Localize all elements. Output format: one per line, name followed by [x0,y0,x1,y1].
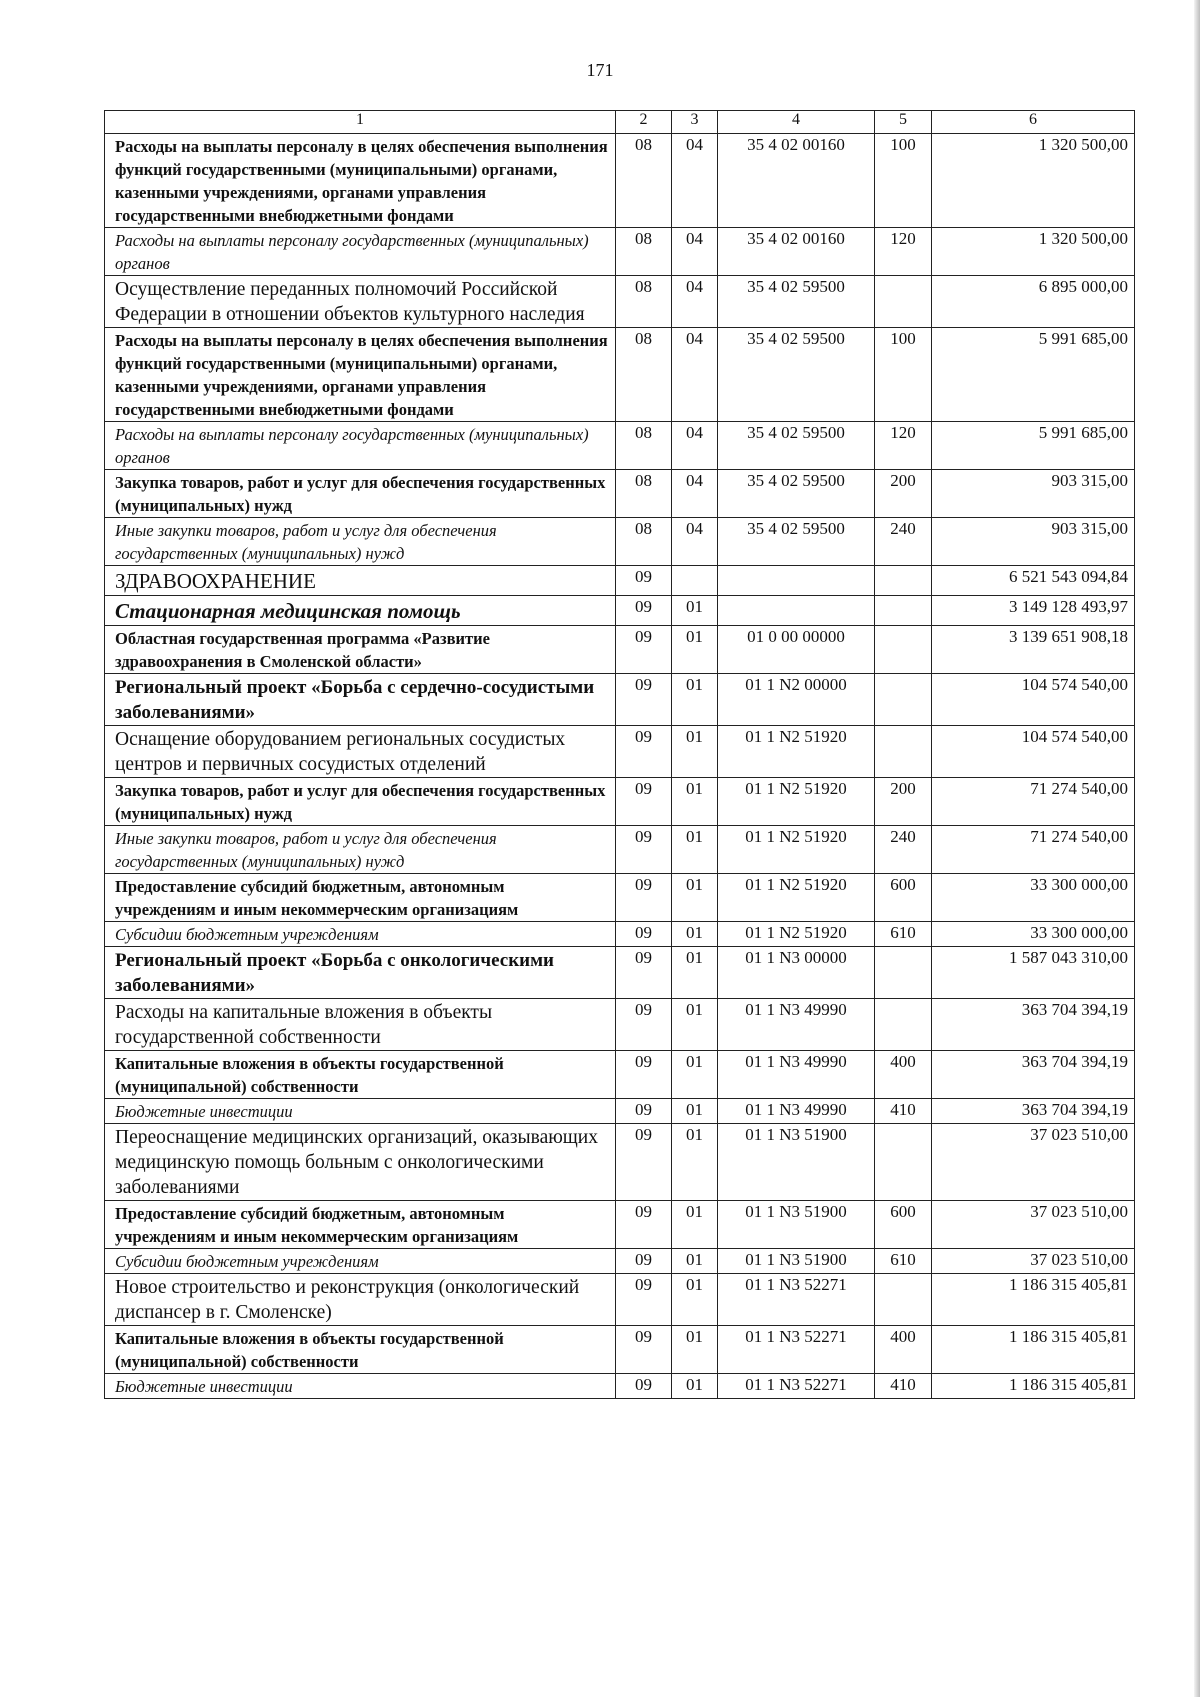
section-code-cell: 09 [616,596,672,626]
expense-type-cell: 200 [875,778,932,826]
expense-type-cell: 610 [875,922,932,947]
section-code-cell: 09 [616,1124,672,1201]
subsection-code-cell: 04 [672,518,718,566]
expense-type-cell: 200 [875,470,932,518]
amount-cell: 33 300 000,00 [932,874,1135,922]
amount-cell: 37 023 510,00 [932,1124,1135,1201]
subsection-code-cell: 04 [672,276,718,328]
amount-cell: 1 587 043 310,00 [932,947,1135,999]
subsection-code-cell: 04 [672,422,718,470]
section-code-cell: 08 [616,228,672,276]
section-code-cell: 08 [616,518,672,566]
amount-cell: 37 023 510,00 [932,1201,1135,1249]
expense-type-cell [875,1124,932,1201]
expense-name-cell: Капитальные вложения в объекты государственной (муниципальной) собственности [105,1326,616,1374]
table-row [105,1249,1135,1274]
target-article-cell [718,566,875,596]
column-header: 5 [875,111,932,134]
section-code-cell: 09 [616,826,672,874]
section-code-cell: 09 [616,874,672,922]
subsection-code-cell: 01 [672,826,718,874]
expense-name-cell: Бюджетные инвестиции [105,1099,616,1124]
table-row [105,596,1135,626]
target-article-cell: 01 1 N3 52271 [718,1374,875,1399]
subsection-code-cell: 01 [672,1249,718,1274]
subsection-code-cell: 01 [672,1051,718,1099]
amount-cell: 5 991 685,00 [932,422,1135,470]
subsection-code-cell: 01 [672,674,718,726]
expense-name-cell: ЗДРАВООХРАНЕНИЕ [105,566,616,596]
column-header: 6 [932,111,1135,134]
table-row [105,947,1135,999]
target-article-cell: 35 4 02 59500 [718,470,875,518]
section-code-cell: 08 [616,328,672,422]
amount-cell: 3 139 651 908,18 [932,626,1135,674]
expense-name-cell: Субсидии бюджетным учреждениям [105,1249,616,1274]
expense-type-cell: 600 [875,1201,932,1249]
amount-cell: 33 300 000,00 [932,922,1135,947]
table-row [105,470,1135,518]
expense-name-cell: Расходы на капитальные вложения в объекты государственной собственности [105,999,616,1051]
expense-name-cell: Стационарная медицинская помощь [105,596,616,626]
target-article-cell: 01 1 N3 51900 [718,1201,875,1249]
target-article-cell: 35 4 02 00160 [718,228,875,276]
expense-name-cell: Оснащение оборудованием региональных сосудистых центров и первичных сосудистых отделений [105,726,616,778]
table-row [105,1274,1135,1326]
expense-type-cell: 600 [875,874,932,922]
expense-type-cell: 240 [875,518,932,566]
subsection-code-cell: 01 [672,778,718,826]
section-code-cell: 09 [616,674,672,726]
subsection-code-cell: 01 [672,1374,718,1399]
section-code-cell: 09 [616,566,672,596]
amount-cell: 71 274 540,00 [932,778,1135,826]
expense-type-cell: 610 [875,1249,932,1274]
expense-type-cell [875,1274,932,1326]
table-row [105,134,1135,228]
expense-name-cell: Переоснащение медицинских организаций, оказывающих медицинскую помощь больным с онкологическими заболеваниями [105,1124,616,1201]
amount-cell: 1 186 315 405,81 [932,1326,1135,1374]
expense-name-cell: Субсидии бюджетным учреждениям [105,922,616,947]
section-code-cell: 09 [616,1099,672,1124]
table-row [105,1124,1135,1201]
amount-cell: 104 574 540,00 [932,726,1135,778]
expense-name-cell: Предоставление субсидий бюджетным, автономным учреждениям и иным некоммерческим организациям [105,874,616,922]
target-article-cell: 35 4 02 59500 [718,422,875,470]
section-code-cell: 09 [616,1249,672,1274]
expense-name-cell: Новое строительство и реконструкция (онкологический диспансер в г. Смоленске) [105,1274,616,1326]
expense-type-cell: 400 [875,1326,932,1374]
expense-type-cell: 410 [875,1374,932,1399]
expense-name-cell: Расходы на выплаты персоналу государственных (муниципальных) органов [105,422,616,470]
expense-type-cell [875,726,932,778]
expense-name-cell: Закупка товаров, работ и услуг для обеспечения государственных (муниципальных) нужд [105,778,616,826]
subsection-code-cell: 01 [672,726,718,778]
table-row [105,1326,1135,1374]
target-article-cell: 01 1 N2 51920 [718,726,875,778]
expense-type-cell [875,626,932,674]
target-article-cell: 01 1 N2 51920 [718,778,875,826]
table-row [105,1374,1135,1399]
amount-cell: 37 023 510,00 [932,1249,1135,1274]
target-article-cell: 35 4 02 59500 [718,328,875,422]
expense-type-cell [875,596,932,626]
section-code-cell: 08 [616,134,672,228]
table-row [105,874,1135,922]
column-header: 3 [672,111,718,134]
table-row [105,1099,1135,1124]
budget-table [104,110,1135,1399]
table-row [105,228,1135,276]
subsection-code-cell: 01 [672,947,718,999]
table-row [105,566,1135,596]
amount-cell: 363 704 394,19 [932,1099,1135,1124]
target-article-cell: 01 1 N3 51900 [718,1124,875,1201]
expense-type-cell: 120 [875,422,932,470]
section-code-cell: 09 [616,1374,672,1399]
table-row [105,626,1135,674]
section-code-cell: 09 [616,1051,672,1099]
table-row [105,922,1135,947]
expense-name-cell: Региональный проект «Борьба с сердечно-сосудистыми заболеваниями» [105,674,616,726]
page-number: 171 [586,60,614,80]
target-article-cell: 35 4 02 00160 [718,134,875,228]
subsection-code-cell: 01 [672,1201,718,1249]
budget-table-body [105,111,1135,1399]
amount-cell: 1 186 315 405,81 [932,1374,1135,1399]
subsection-code-cell [672,566,718,596]
amount-cell: 5 991 685,00 [932,328,1135,422]
subsection-code-cell: 01 [672,999,718,1051]
expense-type-cell: 400 [875,1051,932,1099]
table-row [105,328,1135,422]
target-article-cell: 35 4 02 59500 [718,276,875,328]
subsection-code-cell: 04 [672,470,718,518]
target-article-cell: 01 1 N3 49990 [718,999,875,1051]
target-article-cell: 01 1 N3 51900 [718,1249,875,1274]
subsection-code-cell: 01 [672,626,718,674]
section-code-cell: 09 [616,1201,672,1249]
expense-type-cell: 100 [875,134,932,228]
target-article-cell: 35 4 02 59500 [718,518,875,566]
expense-name-cell: Закупка товаров, работ и услуг для обеспечения государственных (муниципальных) нужд [105,470,616,518]
scan-page-edge [1194,0,1200,1697]
section-code-cell: 09 [616,778,672,826]
section-code-cell: 09 [616,999,672,1051]
target-article-cell: 01 1 N3 49990 [718,1099,875,1124]
expense-name-cell: Региональный проект «Борьба с онкологическими заболеваниями» [105,947,616,999]
expense-type-cell: 410 [875,1099,932,1124]
table-row [105,826,1135,874]
section-code-cell: 08 [616,470,672,518]
column-header: 1 [105,111,616,134]
expense-type-cell [875,674,932,726]
target-article-cell: 01 1 N3 52271 [718,1326,875,1374]
subsection-code-cell: 01 [672,1124,718,1201]
amount-cell: 903 315,00 [932,470,1135,518]
target-article-cell: 01 1 N2 51920 [718,874,875,922]
expense-type-cell: 240 [875,826,932,874]
amount-cell: 363 704 394,19 [932,1051,1135,1099]
expense-name-cell: Осуществление переданных полномочий Российской Федерации в отношении объектов культурного наследия [105,276,616,328]
expense-name-cell: Расходы на выплаты персоналу в целях обеспечения выполнения функций государственными (муниципальными) органами, казенными учреждениями, органами управления государственными внебюджетными фондами [105,328,616,422]
expense-name-cell: Предоставление субсидий бюджетным, автономным учреждениям и иным некоммерческим организациям [105,1201,616,1249]
section-code-cell: 09 [616,1274,672,1326]
amount-cell: 1 320 500,00 [932,228,1135,276]
table-row [105,1051,1135,1099]
subsection-code-cell: 01 [672,1326,718,1374]
expense-name-cell: Расходы на выплаты персоналу в целях обеспечения выполнения функций государственными (муниципальными) органами, казенными учреждениями, органами управления государственными внебюджетными фондами [105,134,616,228]
expense-type-cell: 100 [875,328,932,422]
expense-name-cell: Областная государственная программа «Развитие здравоохранения в Смоленской области» [105,626,616,674]
subsection-code-cell: 04 [672,134,718,228]
subsection-code-cell: 01 [672,1274,718,1326]
section-code-cell: 09 [616,626,672,674]
subsection-code-cell: 01 [672,596,718,626]
expense-name-cell: Бюджетные инвестиции [105,1374,616,1399]
target-article-cell: 01 1 N3 00000 [718,947,875,999]
section-code-cell: 08 [616,276,672,328]
target-article-cell: 01 1 N3 52271 [718,1274,875,1326]
amount-cell: 104 574 540,00 [932,674,1135,726]
target-article-cell: 01 1 N2 51920 [718,922,875,947]
target-article-cell: 01 1 N2 51920 [718,826,875,874]
target-article-cell: 01 1 N2 00000 [718,674,875,726]
expense-type-cell [875,999,932,1051]
section-code-cell: 08 [616,422,672,470]
amount-cell: 6 521 543 094,84 [932,566,1135,596]
table-row [105,422,1135,470]
amount-cell: 903 315,00 [932,518,1135,566]
subsection-code-cell: 01 [672,874,718,922]
subsection-code-cell: 01 [672,1099,718,1124]
expense-name-cell: Расходы на выплаты персоналу государственных (муниципальных) органов [105,228,616,276]
table-row [105,999,1135,1051]
table-row [105,518,1135,566]
column-number-row [105,111,1135,134]
target-article-cell: 01 1 N3 49990 [718,1051,875,1099]
expense-type-cell [875,566,932,596]
table-row [105,726,1135,778]
subsection-code-cell: 04 [672,328,718,422]
subsection-code-cell: 01 [672,922,718,947]
column-header: 4 [718,111,875,134]
expense-type-cell: 120 [875,228,932,276]
column-header: 2 [616,111,672,134]
expense-type-cell [875,276,932,328]
table-row [105,276,1135,328]
section-code-cell: 09 [616,947,672,999]
expense-name-cell: Иные закупки товаров, работ и услуг для обеспечения государственных (муниципальных) нужд [105,826,616,874]
amount-cell: 6 895 000,00 [932,276,1135,328]
expense-name-cell: Иные закупки товаров, работ и услуг для обеспечения государственных (муниципальных) нужд [105,518,616,566]
table-row [105,674,1135,726]
amount-cell: 1 320 500,00 [932,134,1135,228]
amount-cell: 363 704 394,19 [932,999,1135,1051]
expense-type-cell [875,947,932,999]
section-code-cell: 09 [616,922,672,947]
expense-name-cell: Капитальные вложения в объекты государственной (муниципальной) собственности [105,1051,616,1099]
target-article-cell [718,596,875,626]
section-code-cell: 09 [616,1326,672,1374]
amount-cell: 1 186 315 405,81 [932,1274,1135,1326]
section-code-cell: 09 [616,726,672,778]
target-article-cell: 01 0 00 00000 [718,626,875,674]
table-row [105,1201,1135,1249]
table-row [105,778,1135,826]
amount-cell: 71 274 540,00 [932,826,1135,874]
amount-cell: 3 149 128 493,97 [932,596,1135,626]
subsection-code-cell: 04 [672,228,718,276]
